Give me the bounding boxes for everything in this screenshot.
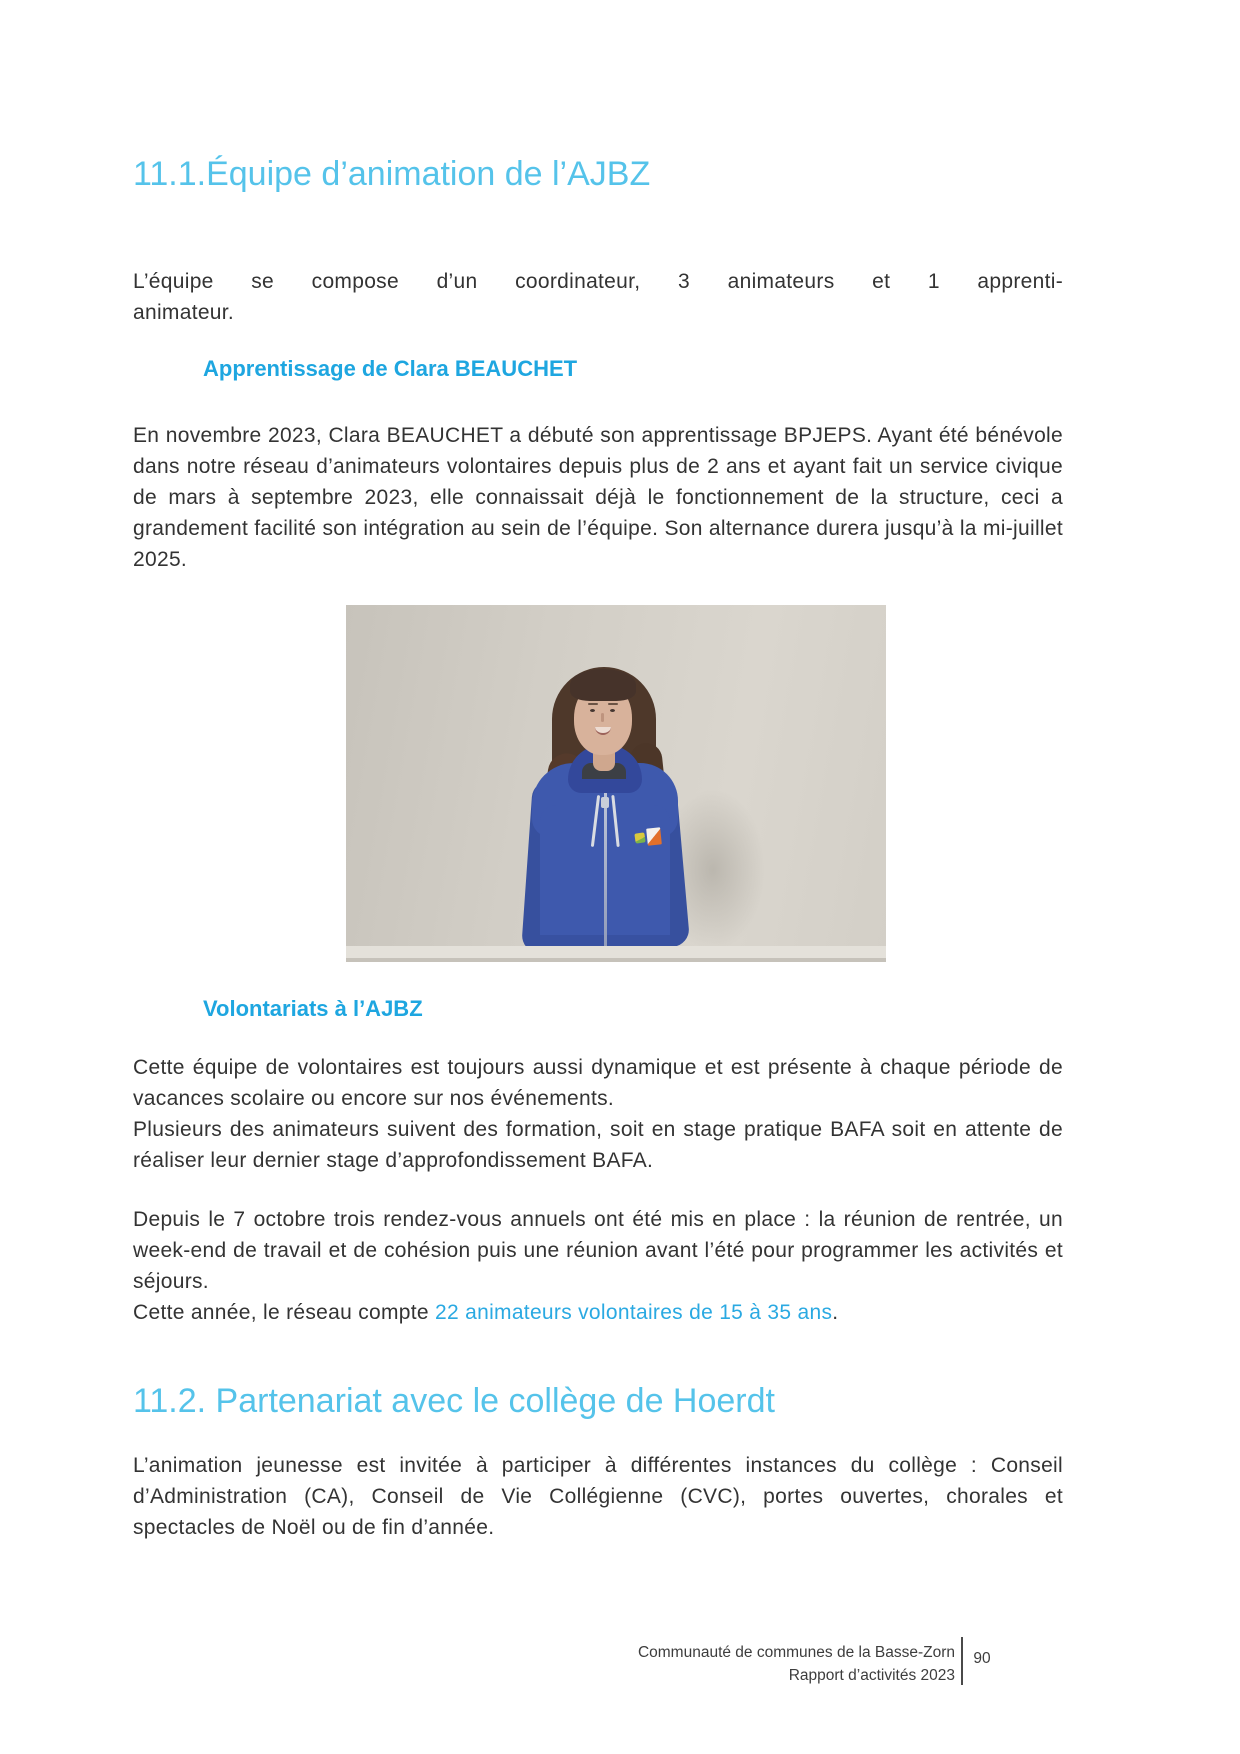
photo-hoodie-logo-mark bbox=[634, 832, 645, 843]
photo-hoodie-logo-flag bbox=[646, 827, 662, 845]
reseau-count-prefix: Cette année, le réseau compte bbox=[133, 1301, 436, 1324]
footer-organisation: Communauté de communes de la Basse-Zorn bbox=[637, 1644, 955, 1661]
reseau-count-highlight: 22 animateurs volontaires de 15 à 35 ans bbox=[435, 1301, 833, 1324]
volontariats-paragraph-2a: Depuis le 7 octobre trois rendez-vous annuels ont été mis en place : la réunion de rentrée, un week-end de travail et de cohésion puis une réunion avant l’été pour programmer les activités et séjours. bbox=[133, 1208, 1063, 1293]
photo-eyebrow-right bbox=[608, 703, 618, 705]
section-heading-11-1: 11.1.Équipe d’animation de l’AJBZ bbox=[133, 155, 651, 193]
photo-zipper-pull bbox=[601, 797, 609, 808]
photo-eye-left bbox=[590, 709, 595, 712]
subheading-volontariats: Volontariats à l’AJBZ bbox=[203, 996, 423, 1021]
subheading-apprentissage: Apprentissage de Clara BEAUCHET bbox=[203, 356, 578, 381]
photo-skirting-board bbox=[346, 946, 886, 958]
volontariats-paragraph-1 bbox=[133, 1052, 1063, 1176]
photo-nose bbox=[601, 713, 604, 722]
page-footer bbox=[433, 1641, 955, 1687]
volontariats-paragraph-2 bbox=[133, 1204, 1063, 1328]
photo-zipper bbox=[604, 793, 607, 962]
volontariats-paragraph-1a: Cette équipe de volontaires est toujours aussi dynamique et est présente à chaque période de vacances scolaire ou encore sur nos événements. bbox=[133, 1056, 1063, 1110]
volontariats-paragraph-2b bbox=[133, 1297, 1063, 1328]
footer-report-title: Rapport d’activités 2023 bbox=[788, 1667, 955, 1684]
section-heading-11-2: 11.2. Partenariat avec le collège de Hoerdt bbox=[133, 1382, 775, 1420]
photo-eyebrow-left bbox=[588, 703, 598, 705]
reseau-count-suffix: . bbox=[832, 1301, 839, 1324]
photo-clara-beauchet bbox=[346, 605, 886, 962]
photo-floor-line bbox=[346, 958, 886, 962]
photo-hair-fringe bbox=[570, 669, 636, 701]
intro-paragraph: L’équipe se compose d’un coordinateur, 3 animateurs et 1 apprenti-animateur. bbox=[133, 270, 1063, 324]
volontariats-paragraph-1b: Plusieurs des animateurs suivent des formation, soit en stage pratique BAFA soit en attente de réaliser leur dernier stage d’approfondissement BAFA. bbox=[133, 1118, 1063, 1172]
photo-eye-right bbox=[610, 709, 615, 712]
page-number: 90 bbox=[973, 1650, 991, 1667]
partenariat-paragraph: L’animation jeunesse est invitée à participer à différentes instances du collège : Conseil d’Administration (CA), Conseil de Vie Collégienne (CVC), portes ouvertes, chorales et spectacles de Noël ou de fin d’année. bbox=[133, 1454, 1063, 1539]
apprentissage-paragraph: En novembre 2023, Clara BEAUCHET a débuté son apprentissage BPJEPS. Ayant été bénévole dans notre réseau d’animateurs volontaires depuis plus de 2 ans et ayant fait un service civique de mars à septembre 2023, elle connaissait déjà le fonctionnement de la structure, ceci a grandement facilité son intégration au sein de l’équipe. Son alternance durera jusqu’à la mi-juillet 2025. bbox=[133, 424, 1063, 571]
